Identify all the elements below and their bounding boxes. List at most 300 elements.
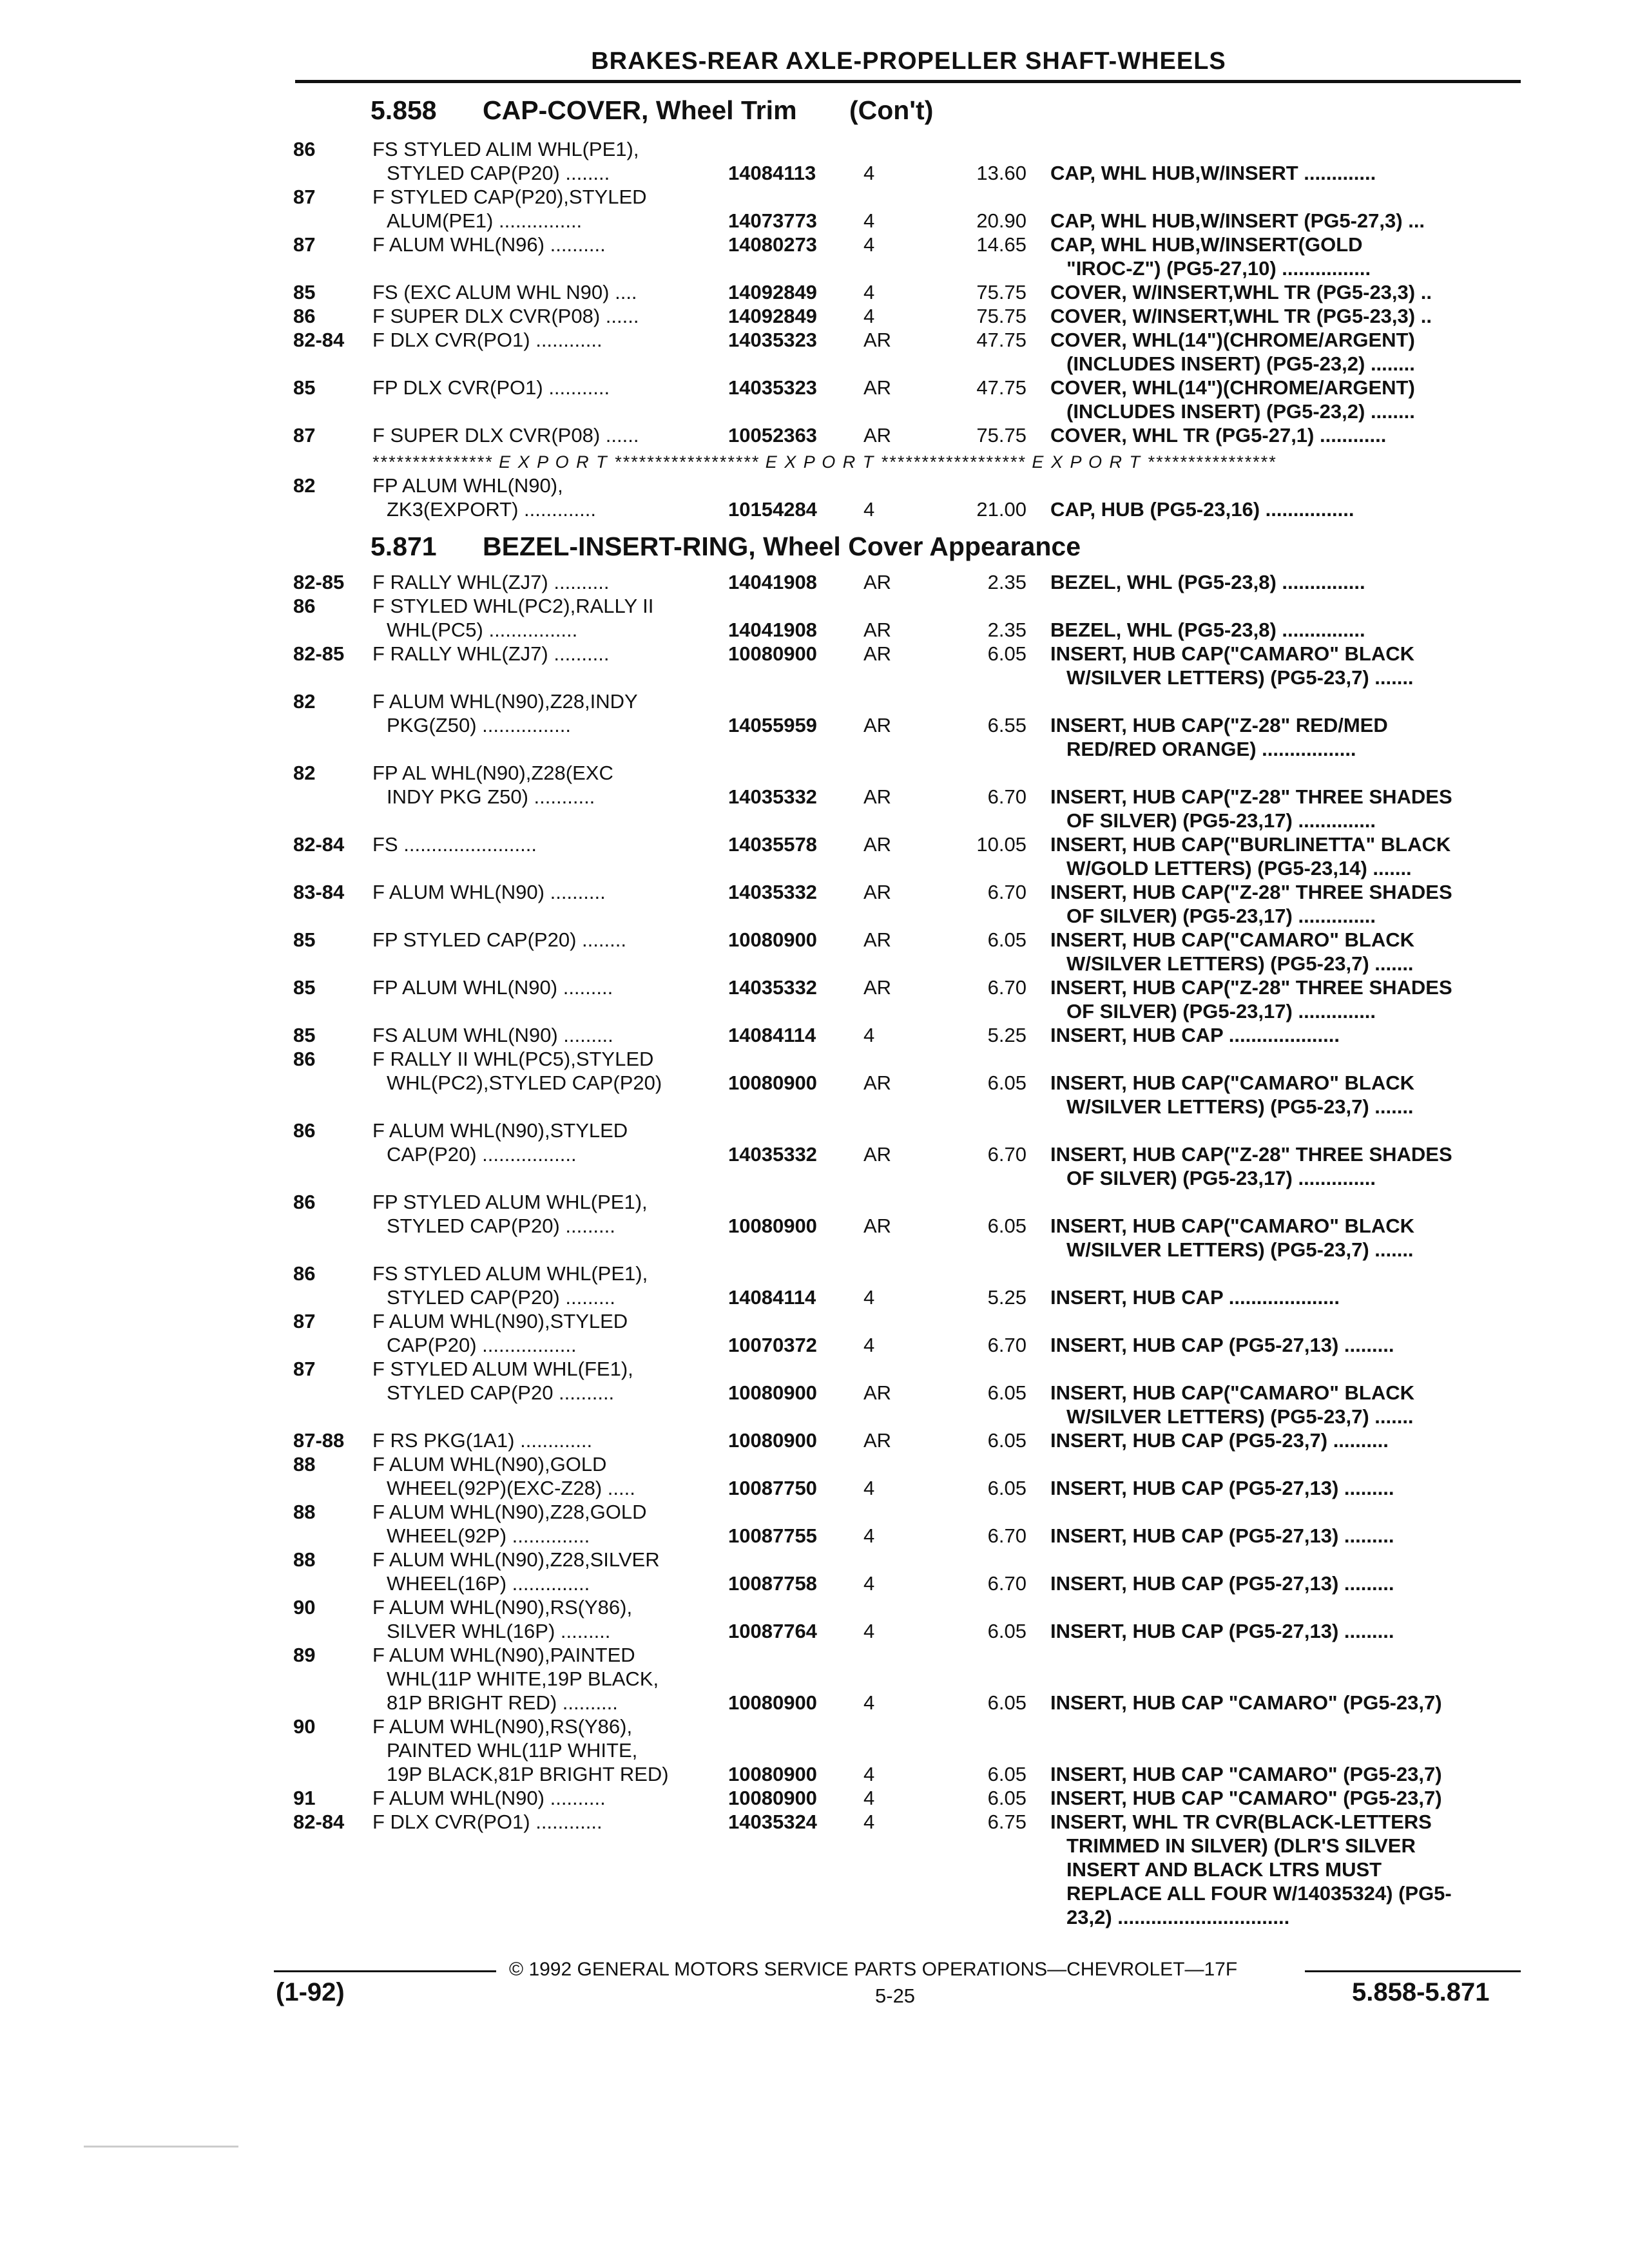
usage-description: F ALUM WHL(N90),STYLED (372, 1310, 628, 1332)
part-description: COVER, WHL(14")(CHROME/ARGENT) (1050, 376, 1415, 399)
footer-section-range: 5.858-5.871 (1352, 1978, 1490, 2006)
part-description: INSERT, HUB CAP("CAMARO" BLACK (1050, 1215, 1414, 1237)
usage-description: WHL(PC2),STYLED CAP(P20) (387, 1072, 662, 1094)
part-number: 10080900 (728, 1429, 817, 1452)
part-description: INSERT, WHL TR CVR(BLACK-LETTERS (1050, 1811, 1432, 1833)
model-year: 89 (293, 1644, 316, 1666)
table-row (0, 999, 1629, 1023)
price: 2.35 (987, 571, 1027, 593)
usage-description: FP STYLED CAP(P20) ........ (372, 928, 626, 951)
table-row (0, 1691, 1629, 1715)
part-description: (INCLUDES INSERT) (PG5-23,2) ........ (1066, 400, 1415, 423)
usage-description: FS (EXC ALUM WHL N90) .... (372, 281, 637, 303)
model-year: 87 (293, 186, 316, 208)
part-number: 14035332 (728, 785, 817, 808)
table-row (0, 1142, 1629, 1166)
table-row (0, 1619, 1629, 1643)
table-row (0, 1405, 1629, 1428)
usage-description: F ALUM WHL(N90),PAINTED (372, 1644, 635, 1666)
part-number: 10052363 (728, 424, 817, 447)
part-description: RED/RED ORANGE) ................. (1066, 738, 1356, 760)
table-row (0, 1643, 1629, 1667)
usage-description: FS ........................ (372, 833, 537, 856)
price: 21.00 (976, 498, 1027, 521)
table-row (0, 497, 1629, 521)
quantity: 4 (863, 1334, 875, 1356)
model-year: 86 (293, 595, 316, 617)
price: 6.70 (987, 1143, 1027, 1166)
part-number: 14041908 (728, 571, 817, 593)
usage-description: F ALUM WHL(N90),Z28,GOLD (372, 1501, 647, 1523)
part-description: INSERT, HUB CAP("BURLINETTA" BLACK (1050, 833, 1451, 856)
part-description: OF SILVER) (PG5-23,17) .............. (1066, 1000, 1376, 1023)
part-number: 14035332 (728, 976, 817, 999)
quantity: 4 (863, 1691, 875, 1714)
part-description: INSERT, HUB CAP (PG5-27,13) ......... (1050, 1620, 1394, 1642)
part-number: 10087755 (728, 1524, 817, 1547)
part-description: INSERT, HUB CAP("Z-28" THREE SHADES (1050, 881, 1452, 903)
part-description: W/SILVER LETTERS) (PG5-23,7) ....... (1066, 666, 1414, 689)
table-row (0, 474, 1629, 497)
table-row (0, 975, 1629, 999)
table-row (0, 1166, 1629, 1190)
usage-description: F ALUM WHL(N90) .......... (372, 1787, 606, 1809)
table-row (0, 880, 1629, 904)
table-row (0, 1858, 1629, 1881)
model-year: 90 (293, 1715, 316, 1738)
part-number: 10080900 (728, 1381, 817, 1404)
model-year: 87-88 (293, 1429, 345, 1452)
price: 6.70 (987, 881, 1027, 903)
part-description: COVER, WHL TR (PG5-27,1) ............ (1050, 424, 1387, 447)
table-row (0, 856, 1629, 880)
part-number: 14035332 (728, 1143, 817, 1166)
table-row (0, 809, 1629, 832)
model-year: 86 (293, 138, 316, 160)
part-description: INSERT, HUB CAP("Z-28" THREE SHADES (1050, 1143, 1452, 1166)
table-row (0, 785, 1629, 809)
footer-page-number: 5-25 (875, 1984, 916, 2007)
table-row (0, 1381, 1629, 1405)
usage-description: FS STYLED ALIM WHL(PE1), (372, 138, 639, 160)
usage-description: F DLX CVR(PO1) ............ (372, 1811, 602, 1833)
part-description: W/SILVER LETTERS) (PG5-23,7) ....... (1066, 1095, 1414, 1118)
table-row (0, 185, 1629, 209)
table-row (0, 1285, 1629, 1309)
price: 6.05 (987, 928, 1027, 951)
usage-description: F ALUM WHL(N90),RS(Y86), (372, 1715, 633, 1738)
section-title: CAP-COVER, Wheel Trim (483, 95, 797, 125)
part-description: "IROC-Z") (PG5-27,10) ................ (1066, 257, 1371, 280)
part-number: 14073773 (728, 209, 817, 232)
model-year: 85 (293, 281, 316, 303)
table-row (0, 280, 1629, 304)
price: 6.05 (987, 1381, 1027, 1404)
part-number: 14035323 (728, 376, 817, 399)
quantity: AR (863, 976, 892, 999)
model-year: 86 (293, 1191, 316, 1213)
part-number: 10080900 (728, 1215, 817, 1237)
model-year: 83-84 (293, 881, 345, 903)
model-year: 86 (293, 1262, 316, 1285)
footer-rule-right (1305, 1970, 1521, 1972)
quantity: 4 (863, 305, 875, 327)
part-number: 14035323 (728, 329, 817, 351)
table-row (0, 1047, 1629, 1071)
scan-artifact (84, 2146, 238, 2148)
part-description: CAP, WHL HUB,W/INSERT (PG5-27,3) ... (1050, 209, 1425, 232)
part-description: CAP, HUB (PG5-23,16) ................ (1050, 498, 1354, 521)
part-description: INSERT, HUB CAP (PG5-23,7) .......... (1050, 1429, 1389, 1452)
quantity: 4 (863, 1286, 875, 1309)
quantity: 4 (863, 1811, 875, 1833)
quantity: AR (863, 376, 892, 399)
usage-description: STYLED CAP(P20) ......... (387, 1215, 615, 1237)
part-description: COVER, WHL(14")(CHROME/ARGENT) (1050, 329, 1415, 351)
usage-description: INDY PKG Z50) ........... (387, 785, 595, 808)
quantity: 4 (863, 1572, 875, 1595)
model-year: 82 (293, 474, 316, 497)
usage-description: F ALUM WHL(N96) .......... (372, 233, 606, 256)
model-year: 88 (293, 1501, 316, 1523)
part-description: OF SILVER) (PG5-23,17) .............. (1066, 905, 1376, 927)
quantity: AR (863, 642, 892, 665)
quantity: AR (863, 571, 892, 593)
usage-description: ALUM(PE1) ............... (387, 209, 583, 232)
quantity: AR (863, 928, 892, 951)
footer-copyright: © 1992 GENERAL MOTORS SERVICE PARTS OPERATIONS—CHEVROLET—17F (509, 1959, 1238, 1980)
table-row (0, 689, 1629, 713)
usage-description: WHL(11P WHITE,19P BLACK, (387, 1667, 659, 1690)
table-row (0, 352, 1629, 376)
quantity: AR (863, 714, 892, 736)
part-description: OF SILVER) (PG5-23,17) .............. (1066, 809, 1376, 832)
part-description: INSERT, HUB CAP (PG5-27,13) ......... (1050, 1334, 1394, 1356)
part-description: INSERT, HUB CAP (PG5-27,13) ......... (1050, 1477, 1394, 1499)
part-number: 10080900 (728, 1691, 817, 1714)
price: 2.35 (987, 619, 1027, 641)
part-number: 14055959 (728, 714, 817, 736)
export-divider: *************** E X P O R T ****************** E X P O R T ****************** E X P O R T **************** (372, 452, 1277, 472)
table-row (0, 1762, 1629, 1786)
price: 6.70 (987, 785, 1027, 808)
table-row (0, 1905, 1629, 1929)
part-description: TRIMMED IN SILVER) (DLR'S SILVER (1066, 1834, 1416, 1857)
price: 6.05 (987, 1691, 1027, 1714)
table-row (0, 952, 1629, 975)
part-description: BEZEL, WHL (PG5-23,8) ............... (1050, 571, 1365, 593)
model-year: 85 (293, 976, 316, 999)
table-row (0, 642, 1629, 666)
part-description: COVER, W/INSERT,WHL TR (PG5-23,3) .. (1050, 305, 1432, 327)
part-number: 14035332 (728, 881, 817, 903)
model-year: 87 (293, 233, 316, 256)
table-row (0, 1095, 1629, 1119)
table-row (0, 594, 1629, 618)
part-number: 14080273 (728, 233, 817, 256)
footer-date: (1-92) (276, 1978, 345, 2006)
table-row (0, 928, 1629, 952)
part-number: 14035324 (728, 1811, 817, 1833)
usage-description: F STYLED WHL(PC2),RALLY II (372, 595, 654, 617)
model-year: 82-84 (293, 833, 345, 856)
table-row (0, 1357, 1629, 1381)
usage-description: F ALUM WHL(N90),RS(Y86), (372, 1596, 633, 1619)
quantity: 4 (863, 1524, 875, 1547)
table-row (0, 761, 1629, 785)
price: 6.05 (987, 1620, 1027, 1642)
usage-description: 19P BLACK,81P BRIGHT RED) (387, 1763, 669, 1785)
usage-description: STYLED CAP(P20) ........ (387, 162, 610, 184)
part-number: 10087758 (728, 1572, 817, 1595)
price: 6.05 (987, 1072, 1027, 1094)
price: 13.60 (976, 162, 1027, 184)
part-description: INSERT, HUB CAP("Z-28" THREE SHADES (1050, 785, 1452, 808)
usage-description: CAP(P20) ................. (387, 1334, 577, 1356)
usage-description: F SUPER DLX CVR(P08) ...... (372, 424, 639, 447)
model-year: 86 (293, 1119, 316, 1142)
part-description: INSERT, HUB CAP("CAMARO" BLACK (1050, 1381, 1414, 1404)
table-row (0, 1786, 1629, 1810)
table-row (0, 1881, 1629, 1905)
table-row (0, 1214, 1629, 1238)
model-year: 87 (293, 424, 316, 447)
model-year: 85 (293, 928, 316, 951)
part-description: INSERT, HUB CAP .................... (1050, 1286, 1340, 1309)
quantity: AR (863, 1143, 892, 1166)
table-row (0, 737, 1629, 761)
quantity: 4 (863, 209, 875, 232)
price: 14.65 (976, 233, 1027, 256)
model-year: 82 (293, 690, 316, 713)
quantity: 4 (863, 233, 875, 256)
price: 6.70 (987, 1524, 1027, 1547)
part-number: 10080900 (728, 1787, 817, 1809)
usage-description: F RALLY WHL(ZJ7) .......... (372, 642, 610, 665)
quantity: AR (863, 833, 892, 856)
price: 6.55 (987, 714, 1027, 736)
part-description: (INCLUDES INSERT) (PG5-23,2) ........ (1066, 352, 1415, 375)
part-number: 10154284 (728, 498, 817, 521)
table-row (0, 832, 1629, 856)
price: 6.05 (987, 1787, 1027, 1809)
table-row (0, 1428, 1629, 1452)
section-heading-5871 (371, 532, 1081, 562)
part-description: INSERT, HUB CAP "CAMARO" (PG5-23,7) (1050, 1763, 1442, 1785)
usage-description: F STYLED CAP(P20),STYLED (372, 186, 647, 208)
usage-description: STYLED CAP(P20 .......... (387, 1381, 615, 1404)
quantity: AR (863, 785, 892, 808)
part-description: OF SILVER) (PG5-23,17) .............. (1066, 1167, 1376, 1189)
part-number: 10080900 (728, 642, 817, 665)
usage-description: WHEEL(92P)(EXC-Z28) ..... (387, 1477, 635, 1499)
part-description: REPLACE ALL FOUR W/14035324) (PG5- (1066, 1882, 1452, 1905)
usage-description: WHEEL(92P) .............. (387, 1524, 590, 1547)
model-year: 82-84 (293, 329, 345, 351)
model-year: 86 (293, 1048, 316, 1070)
part-description: INSERT, HUB CAP (PG5-27,13) ......... (1050, 1524, 1394, 1547)
part-description: INSERT, HUB CAP "CAMARO" (PG5-23,7) (1050, 1691, 1442, 1714)
table-row (0, 1524, 1629, 1548)
table-row (0, 1548, 1629, 1571)
quantity: AR (863, 1429, 892, 1452)
price: 75.75 (976, 424, 1027, 447)
table-row (0, 209, 1629, 233)
part-description: INSERT, HUB CAP("CAMARO" BLACK (1050, 642, 1414, 665)
price: 6.70 (987, 1572, 1027, 1595)
part-description: INSERT, HUB CAP("CAMARO" BLACK (1050, 1072, 1414, 1094)
model-year: 88 (293, 1548, 316, 1571)
quantity: 4 (863, 162, 875, 184)
part-description: W/GOLD LETTERS) (PG5-23,14) ....... (1066, 857, 1412, 879)
model-year: 82-84 (293, 1811, 345, 1833)
quantity: 4 (863, 1024, 875, 1046)
model-year: 86 (293, 305, 316, 327)
usage-description: FP DLX CVR(PO1) ........... (372, 376, 610, 399)
part-number: 14092849 (728, 281, 817, 303)
table-row (0, 1238, 1629, 1262)
part-number: 10070372 (728, 1334, 817, 1356)
model-year: 82-85 (293, 642, 345, 665)
section-title: BEZEL-INSERT-RING, Wheel Cover Appearance (483, 532, 1081, 561)
model-year: 85 (293, 1024, 316, 1046)
usage-description: F STYLED ALUM WHL(FE1), (372, 1358, 633, 1380)
table-row (0, 1071, 1629, 1095)
part-description: W/SILVER LETTERS) (PG5-23,7) ....... (1066, 1405, 1414, 1428)
table-row (0, 1119, 1629, 1142)
quantity: AR (863, 424, 892, 447)
table-row (0, 1667, 1629, 1691)
table-row (0, 1810, 1629, 1834)
quantity: AR (863, 1072, 892, 1094)
usage-description: SILVER WHL(16P) ......... (387, 1620, 611, 1642)
quantity: 4 (863, 281, 875, 303)
price: 10.05 (976, 833, 1027, 856)
usage-description: F RALLY II WHL(PC5),STYLED (372, 1048, 654, 1070)
model-year: 90 (293, 1596, 316, 1619)
model-year: 82-85 (293, 571, 345, 593)
usage-description: F ALUM WHL(N90),Z28,INDY (372, 690, 638, 713)
price: 75.75 (976, 281, 1027, 303)
table-row (0, 618, 1629, 642)
table-row (0, 1500, 1629, 1524)
table-row (0, 376, 1629, 399)
quantity: 4 (863, 498, 875, 521)
part-number: 14035578 (728, 833, 817, 856)
table-row (0, 666, 1629, 689)
part-description: BEZEL, WHL (PG5-23,8) ............... (1050, 619, 1365, 641)
model-year: 85 (293, 376, 316, 399)
table-row (0, 233, 1629, 256)
usage-description: FP ALUM WHL(N90) ......... (372, 976, 613, 999)
part-number: 10080900 (728, 1072, 817, 1094)
quantity: 4 (863, 1477, 875, 1499)
part-description: W/SILVER LETTERS) (PG5-23,7) ....... (1066, 952, 1414, 975)
quantity: 4 (863, 1787, 875, 1809)
model-year: 87 (293, 1358, 316, 1380)
table-row (0, 1309, 1629, 1333)
section-number: 5.871 (371, 532, 437, 561)
usage-description: F SUPER DLX CVR(P08) ...... (372, 305, 639, 327)
price: 6.05 (987, 1763, 1027, 1785)
part-number: 10087764 (728, 1620, 817, 1642)
table-row (0, 161, 1629, 185)
table-row (0, 304, 1629, 328)
price: 6.70 (987, 976, 1027, 999)
model-year: 87 (293, 1310, 316, 1332)
quantity: AR (863, 1215, 892, 1237)
table-row (0, 423, 1629, 447)
usage-description: F RALLY WHL(ZJ7) .......... (372, 571, 610, 593)
part-description: 23,2) ............................... (1066, 1906, 1290, 1928)
table-row (0, 1715, 1629, 1738)
usage-description: F ALUM WHL(N90),Z28,SILVER (372, 1548, 660, 1571)
section-continued: (Con't) (849, 95, 934, 125)
price: 6.70 (987, 1334, 1027, 1356)
table-row (0, 1333, 1629, 1357)
usage-description: FS STYLED ALUM WHL(PE1), (372, 1262, 648, 1285)
usage-description: STYLED CAP(P20) ......... (387, 1286, 615, 1309)
part-description: INSERT AND BLACK LTRS MUST (1066, 1858, 1382, 1881)
usage-description: F ALUM WHL(N90) .......... (372, 881, 606, 903)
quantity: AR (863, 619, 892, 641)
page-header: BRAKES-REAR AXLE-PROPELLER SHAFT-WHEELS (591, 48, 1226, 75)
table-row (0, 1571, 1629, 1595)
table-row (0, 904, 1629, 928)
usage-description: WHL(PC5) ................ (387, 619, 578, 641)
usage-description: FP STYLED ALUM WHL(PE1), (372, 1191, 648, 1213)
part-description: INSERT, HUB CAP("Z-28" RED/MED (1050, 714, 1388, 736)
table-row (0, 1452, 1629, 1476)
part-number: 14084114 (728, 1024, 816, 1046)
table-row (0, 1476, 1629, 1500)
part-description: INSERT, HUB CAP .................... (1050, 1024, 1340, 1046)
price: 6.75 (987, 1811, 1027, 1833)
usage-description: PKG(Z50) ................ (387, 714, 571, 736)
table-row (0, 137, 1629, 161)
part-number: 10080900 (728, 928, 817, 951)
usage-description: F ALUM WHL(N90),GOLD (372, 1453, 607, 1475)
usage-description: 81P BRIGHT RED) .......... (387, 1691, 618, 1714)
price: 47.75 (976, 376, 1027, 399)
part-description: INSERT, HUB CAP "CAMARO" (PG5-23,7) (1050, 1787, 1442, 1809)
model-year: 82 (293, 762, 316, 784)
usage-description: ZK3(EXPORT) ............. (387, 498, 596, 521)
usage-description: F ALUM WHL(N90),STYLED (372, 1119, 628, 1142)
part-description: CAP, WHL HUB,W/INSERT(GOLD (1050, 233, 1363, 256)
part-number: 14092849 (728, 305, 817, 327)
quantity: 4 (863, 1763, 875, 1785)
table-row (0, 1595, 1629, 1619)
quantity: AR (863, 881, 892, 903)
table-row (0, 399, 1629, 423)
part-description: CAP, WHL HUB,W/INSERT ............. (1050, 162, 1376, 184)
usage-description: CAP(P20) ................. (387, 1143, 577, 1166)
part-number: 14041908 (728, 619, 817, 641)
table-row (0, 570, 1629, 594)
price: 20.90 (976, 209, 1027, 232)
part-number: 10080900 (728, 1763, 817, 1785)
quantity: AR (863, 329, 892, 351)
table-row (0, 1738, 1629, 1762)
price: 47.75 (976, 329, 1027, 351)
price: 6.05 (987, 1477, 1027, 1499)
usage-description: FP ALUM WHL(N90), (372, 474, 563, 497)
price: 75.75 (976, 305, 1027, 327)
quantity: AR (863, 1381, 892, 1404)
usage-description: PAINTED WHL(11P WHITE, (387, 1739, 638, 1762)
price: 6.05 (987, 1429, 1027, 1452)
